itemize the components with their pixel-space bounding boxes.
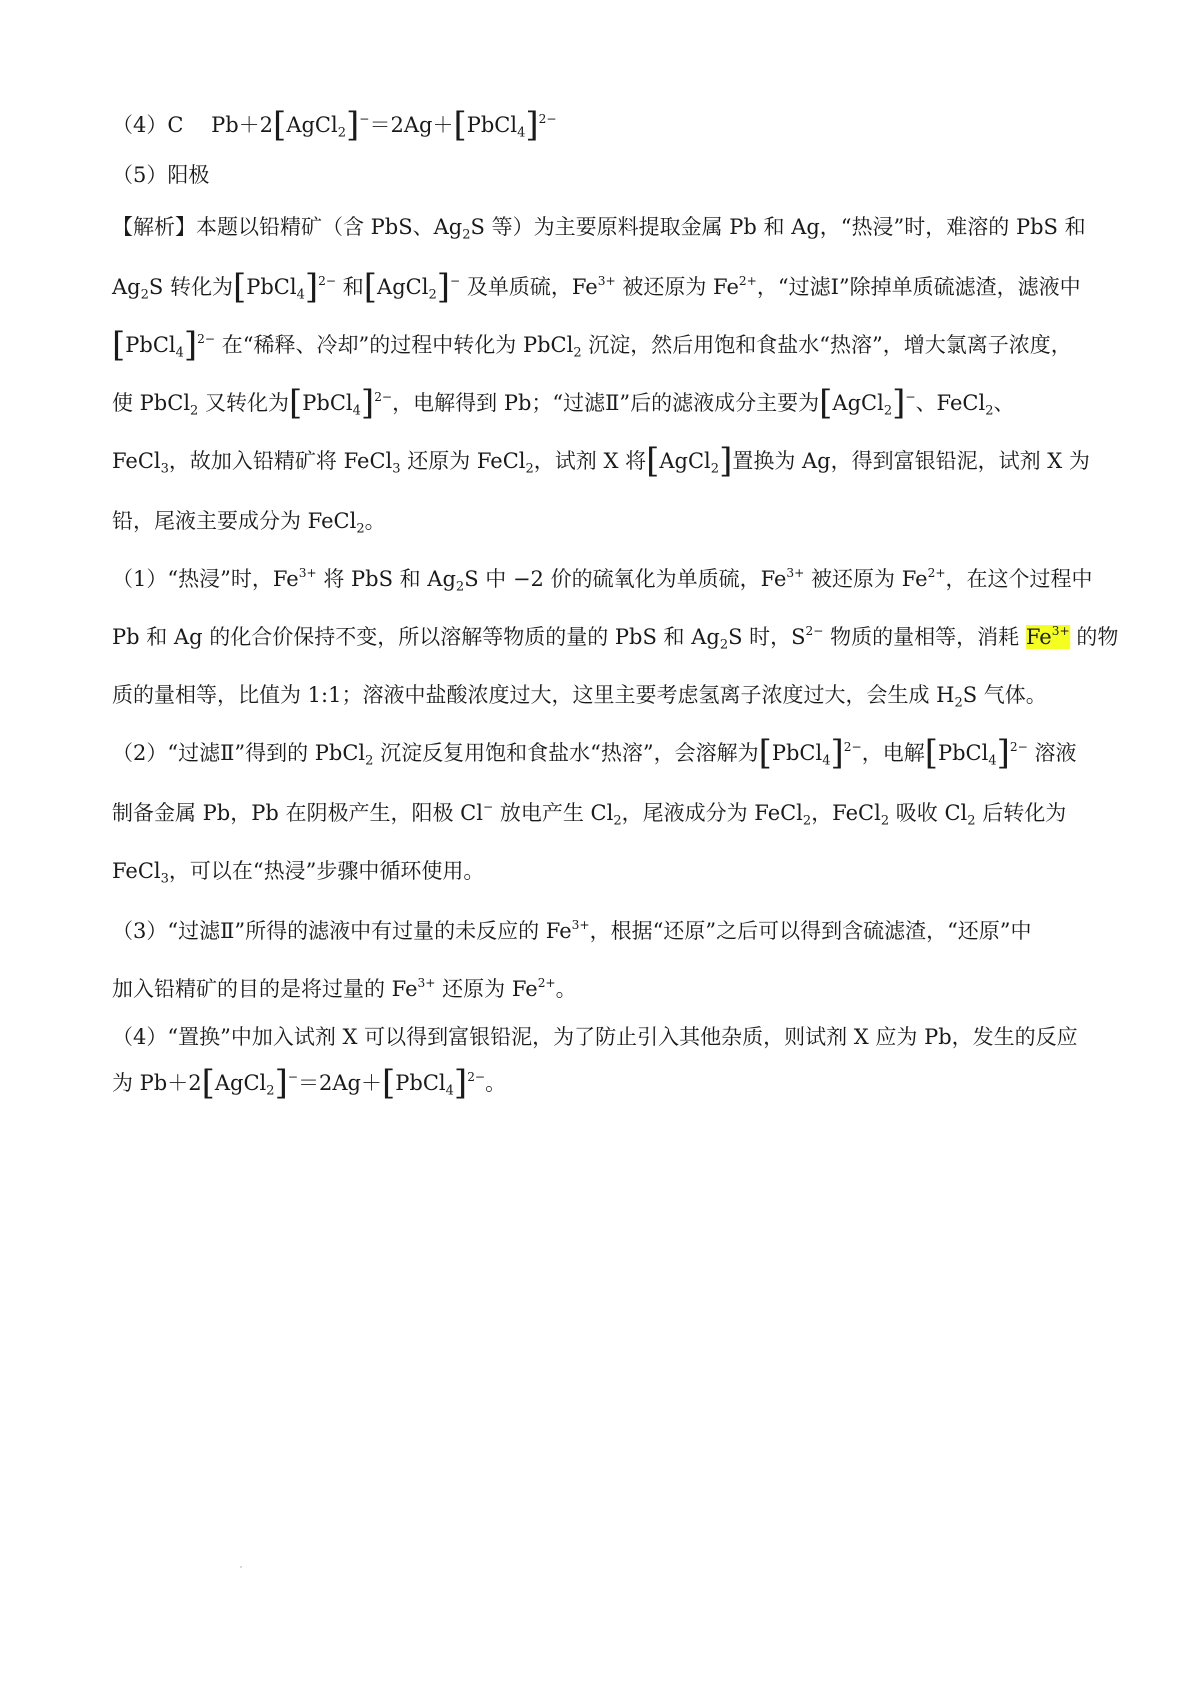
part-1-line-1: （1）“热浸”时，$Fe^{3+}$ 将 PbS 和 $Ag_2S$ 中 −2 价的硫氧化为单质硫，$Fe^{3+}$ 被还原为 $Fe^{2+}$，在这个过程中 <box>112 565 1093 595</box>
analysis-line-3: [PbCl$_4$]$^{2-}$ 在“稀释、冷却”的过程中转化为 PbCl$_2$ 沉淀，然后用饱和食盐水“热溶”，增大氯离子浓度， <box>112 325 1072 365</box>
answer-4-line: （4）C Pb＋2[AgCl$_2$]−＝2Ag＋[PbCl$_4$]$^{2-}$ <box>112 105 557 145</box>
highlighted-fe3-ion: $Fe^{3+}$ <box>1025 623 1070 649</box>
part-2-line-1: （2）“过滤Ⅱ”得到的 PbCl$_2$ 沉淀反复用饱和食盐水“热溶”，会溶解为[PbCl$_4$]$^{2-}$，电解[PbCl$_4$]$^{2-}$ 溶液 <box>112 733 1077 773</box>
part-4-line-2: 为 Pb＋2[AgCl$_2$]−＝2Ag＋[PbCl$_4$]$^{2-}$。 <box>112 1063 507 1103</box>
part-3-line-1: （3）“过滤Ⅱ”所得的滤液中有过量的未反应的 $Fe^{3+}$，根据“还原”之后可以得到含硫滤渣，“还原”中 <box>112 917 1032 943</box>
analysis-line-4: 使 PbCl$_2$ 又转化为[PbCl$_4$]$^{2-}$，电解得到 Pb；“过滤Ⅱ”后的滤液成分主要为[AgCl$_2$]−、FeCl$_2$、 <box>112 383 1015 423</box>
scan-speck <box>240 1566 242 1568</box>
analysis-line-5: FeCl$_3$，故加入铅精矿将 FeCl$_3$ 还原为 FeCl$_2$，试剂 X 将[AgCl$_2$]置换为 Ag，得到富银铅泥，试剂 X 为 <box>112 441 1090 481</box>
part-1-line-3: 质的量相等，比值为 1:1；溶液中盐酸浓度过大，这里主要考虑氢离子浓度过大，会生成 $H_2S$ 气体。 <box>112 683 1047 711</box>
part-2-line-2: 制备金属 Pb，Pb 在阴极产生，阳极 Cl− 放电产生 $Cl_2$，尾液成分为 FeCl$_2$，FeCl$_2$ 吸收 $Cl_2$ 后转化为 <box>112 799 1067 829</box>
analysis-line-6: 铅，尾液主要成分为 FeCl$_2$。 <box>112 509 386 537</box>
answer-5-line: （5）阳极 <box>112 163 210 187</box>
analysis-line-1: 【解析】本题以铅精矿（含 PbS、$Ag_2S$ 等）为主要原料提取金属 Pb 和 Ag，“热浸”时，难溶的 PbS 和 <box>112 215 1086 243</box>
part-3-line-2: 加入铅精矿的目的是将过量的 $Fe^{3+}$ 还原为 $Fe^{2+}$。 <box>112 975 577 1001</box>
part-4-line-1: （4）“置换”中加入试剂 X 可以得到富银铅泥，为了防止引入其他杂质，则试剂 X 应为 Pb，发生的反应 <box>112 1025 1078 1049</box>
part-2-line-3: FeCl$_3$，可以在“热浸”步骤中循环使用。 <box>112 859 485 887</box>
analysis-line-2: $Ag_2S$ 转化为[PbCl$_4$]$^{2-}$ 和[AgCl$_2$]− 及单质硫，$Fe^{3+}$ 被还原为 $Fe^{2+}$，“过滤Ⅰ”除掉单质硫滤渣，滤液中 <box>112 267 1081 307</box>
part-1-line-2: Pb 和 Ag 的化合价保持不变，所以溶解等物质的量的 PbS 和 $Ag_2S$ 时，$S^{2-}$ 物质的量相等，消耗 $Fe^{3+}$ 的物 <box>112 623 1119 653</box>
